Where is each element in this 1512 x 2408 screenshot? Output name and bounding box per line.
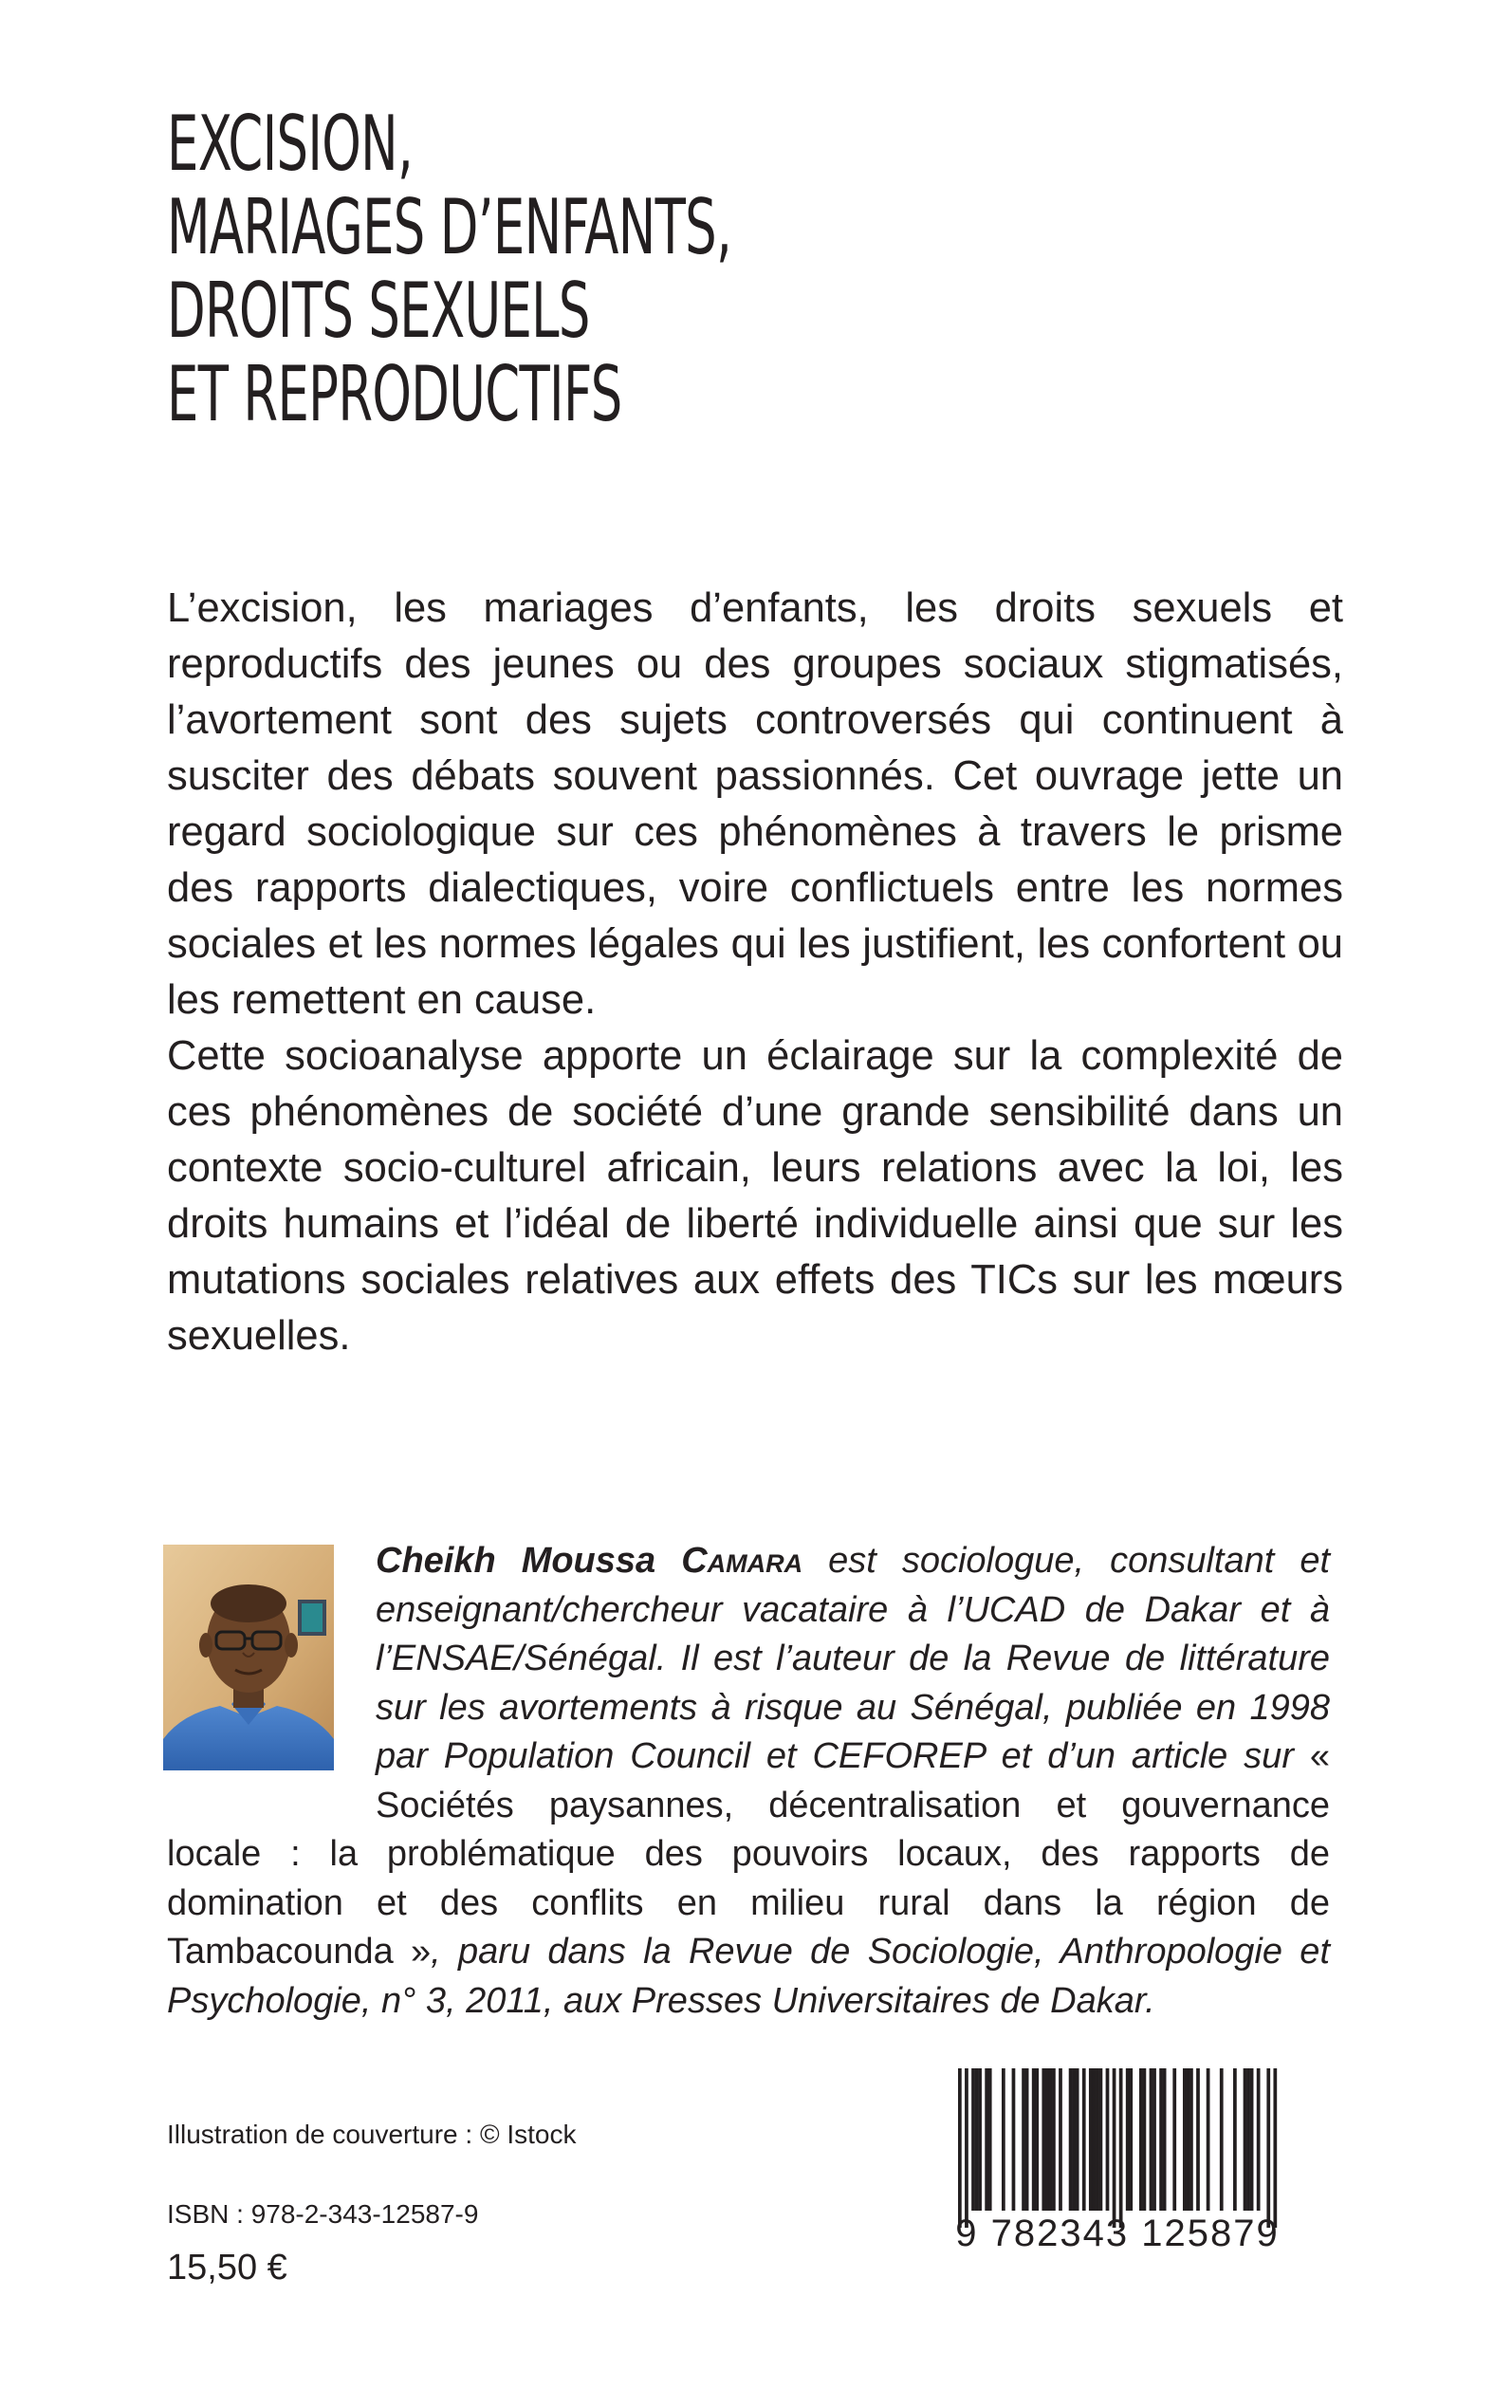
- barcode-guard-bar: [1119, 2068, 1123, 2228]
- book-title: [167, 102, 1305, 436]
- barcode-bar: [1072, 2068, 1076, 2211]
- barcode-bar: [1172, 2068, 1176, 2211]
- barcode-bar: [1246, 2068, 1250, 2211]
- isbn-barcode: [931, 2068, 1303, 2258]
- barcode-bar: [1187, 2068, 1190, 2211]
- barcode-bar: [1150, 2068, 1153, 2211]
- title-line-4: ET REPRODUCTIFS: [167, 350, 622, 438]
- barcode-bar: [1233, 2068, 1237, 2211]
- barcode-bar: [1257, 2068, 1261, 2211]
- author-bio-part-2: , paru dans la Revue de Sociologie, Anthropologie et Psychologie, n° 3, 2011, aux Presses Universitaires de Dakar.: [167, 1932, 1331, 2021]
- barcode-bar: [1159, 2068, 1163, 2211]
- barcode-guard-bar: [965, 2068, 968, 2228]
- barcode-bar: [1025, 2068, 1029, 2211]
- price-label: 15,50 €: [167, 2248, 287, 2288]
- barcode-bar: [1196, 2068, 1200, 2211]
- barcode-bar: [1052, 2068, 1056, 2211]
- barcode-bar: [1126, 2068, 1130, 2211]
- book-summary: [167, 581, 1343, 1364]
- barcode-bar: [1042, 2068, 1045, 2211]
- barcode-bar: [1152, 2068, 1156, 2211]
- author-surname: Camara: [681, 1541, 803, 1581]
- barcode-bar: [1143, 2068, 1147, 2211]
- barcode-bar: [1220, 2068, 1224, 2211]
- barcode-bar: [985, 2068, 988, 2211]
- summary-paragraph-2: Cette socioanalyse apporte un éclairage sur la complexité de ces phénomènes de société d’une grande sensibilité dans un contexte socio-culturel africain, leurs relations avec la loi, les droits humains et l’idéal de liberté individuelle ainsi que sur les mutations sociales relatives aux effets des TICs sur les mœurs sexuelles.: [167, 1033, 1343, 1359]
- barcode-bar: [1106, 2068, 1110, 2211]
- barcode-bar: [1129, 2068, 1133, 2211]
- barcode-bar: [971, 2068, 975, 2211]
- barcode-bar: [975, 2068, 979, 2211]
- barcode-bar: [988, 2068, 992, 2211]
- author-bio-part-1: est sociologue, consultant et enseignant/chercheur vacataire à l’UCAD de Dakar et à l’ENSAE/Sénégal. Il est l’auteur de la Revue de littérature sur les avortements à risque au Sénégal, publiée en 1998 par Population Council et CEFOREP et d’un article sur: [376, 1541, 1331, 1776]
- barcode-bar: [1250, 2068, 1254, 2211]
- barcode-bar: [1244, 2068, 1247, 2211]
- barcode-guard-bar: [1266, 2068, 1270, 2228]
- barcode-bar: [1189, 2068, 1193, 2211]
- barcode-bar: [1012, 2068, 1016, 2211]
- barcode-bar: [1076, 2068, 1079, 2211]
- barcode-guard-bar: [958, 2068, 962, 2228]
- barcode-digits: 9 782343 125879: [955, 2213, 1280, 2254]
- barcode-bar: [1032, 2068, 1036, 2211]
- barcode-bar: [1022, 2068, 1025, 2211]
- barcode-bar: [1096, 2068, 1099, 2211]
- barcode-bar: [1045, 2068, 1049, 2211]
- barcode-guard-bar: [1113, 2068, 1116, 2228]
- barcode-bar: [1069, 2068, 1073, 2211]
- barcode-bar: [978, 2068, 982, 2211]
- barcode-bar: [1002, 2068, 1005, 2211]
- barcode-bar: [1082, 2068, 1086, 2211]
- author-article-title: « Sociétés paysannes, décentralisation et gouvernance locale : la problématique des pouvoirs locaux, des rapports de domination et des conflits en milieu rural dans la région de Tambacounda »: [167, 1736, 1330, 1972]
- barcode-bar: [1035, 2068, 1039, 2211]
- barcode-bar: [1092, 2068, 1096, 2211]
- photo-spacer: [167, 1537, 376, 1782]
- barcode-bar: [1059, 2068, 1062, 2211]
- barcode-bar: [1099, 2068, 1103, 2211]
- barcode-bar: [1139, 2068, 1143, 2211]
- summary-paragraph-1: L’excision, les mariages d’enfants, les droits sexuels et reproductifs des jeunes ou des groupes sociaux stigmatisés, l’avortement sont des sujets controversés qui continuent à susciter des débats souvent passionnés. Cet ouvrage jette un regard sociologique sur ces phénomènes à travers le prisme des rapports dialectiques, voire conflictuels entre les normes sociales et les normes légales qui les justifient, les confortent ou les remettent en cause.: [167, 585, 1343, 1023]
- title-line-3: DROITS SEXUELS: [167, 267, 590, 355]
- barcode-bar: [1048, 2068, 1052, 2211]
- title-line-1: EXCISION,: [167, 100, 414, 188]
- barcode-bar: [1183, 2068, 1187, 2211]
- author-biography: [167, 1537, 1330, 2026]
- title-line-2: MARIAGES D’ENFANTS,: [167, 183, 732, 271]
- author-first-names: Cheikh Moussa: [376, 1541, 656, 1581]
- barcode-bar: [1089, 2068, 1093, 2211]
- barcode-guard-bar: [1273, 2068, 1277, 2228]
- barcode-bar: [1163, 2068, 1167, 2211]
- cover-illustration-credit: Illustration de couverture : © Istock: [167, 2120, 577, 2149]
- isbn-number: ISBN : 978-2-343-12587-9: [167, 2199, 479, 2229]
- barcode-bar: [1207, 2068, 1210, 2211]
